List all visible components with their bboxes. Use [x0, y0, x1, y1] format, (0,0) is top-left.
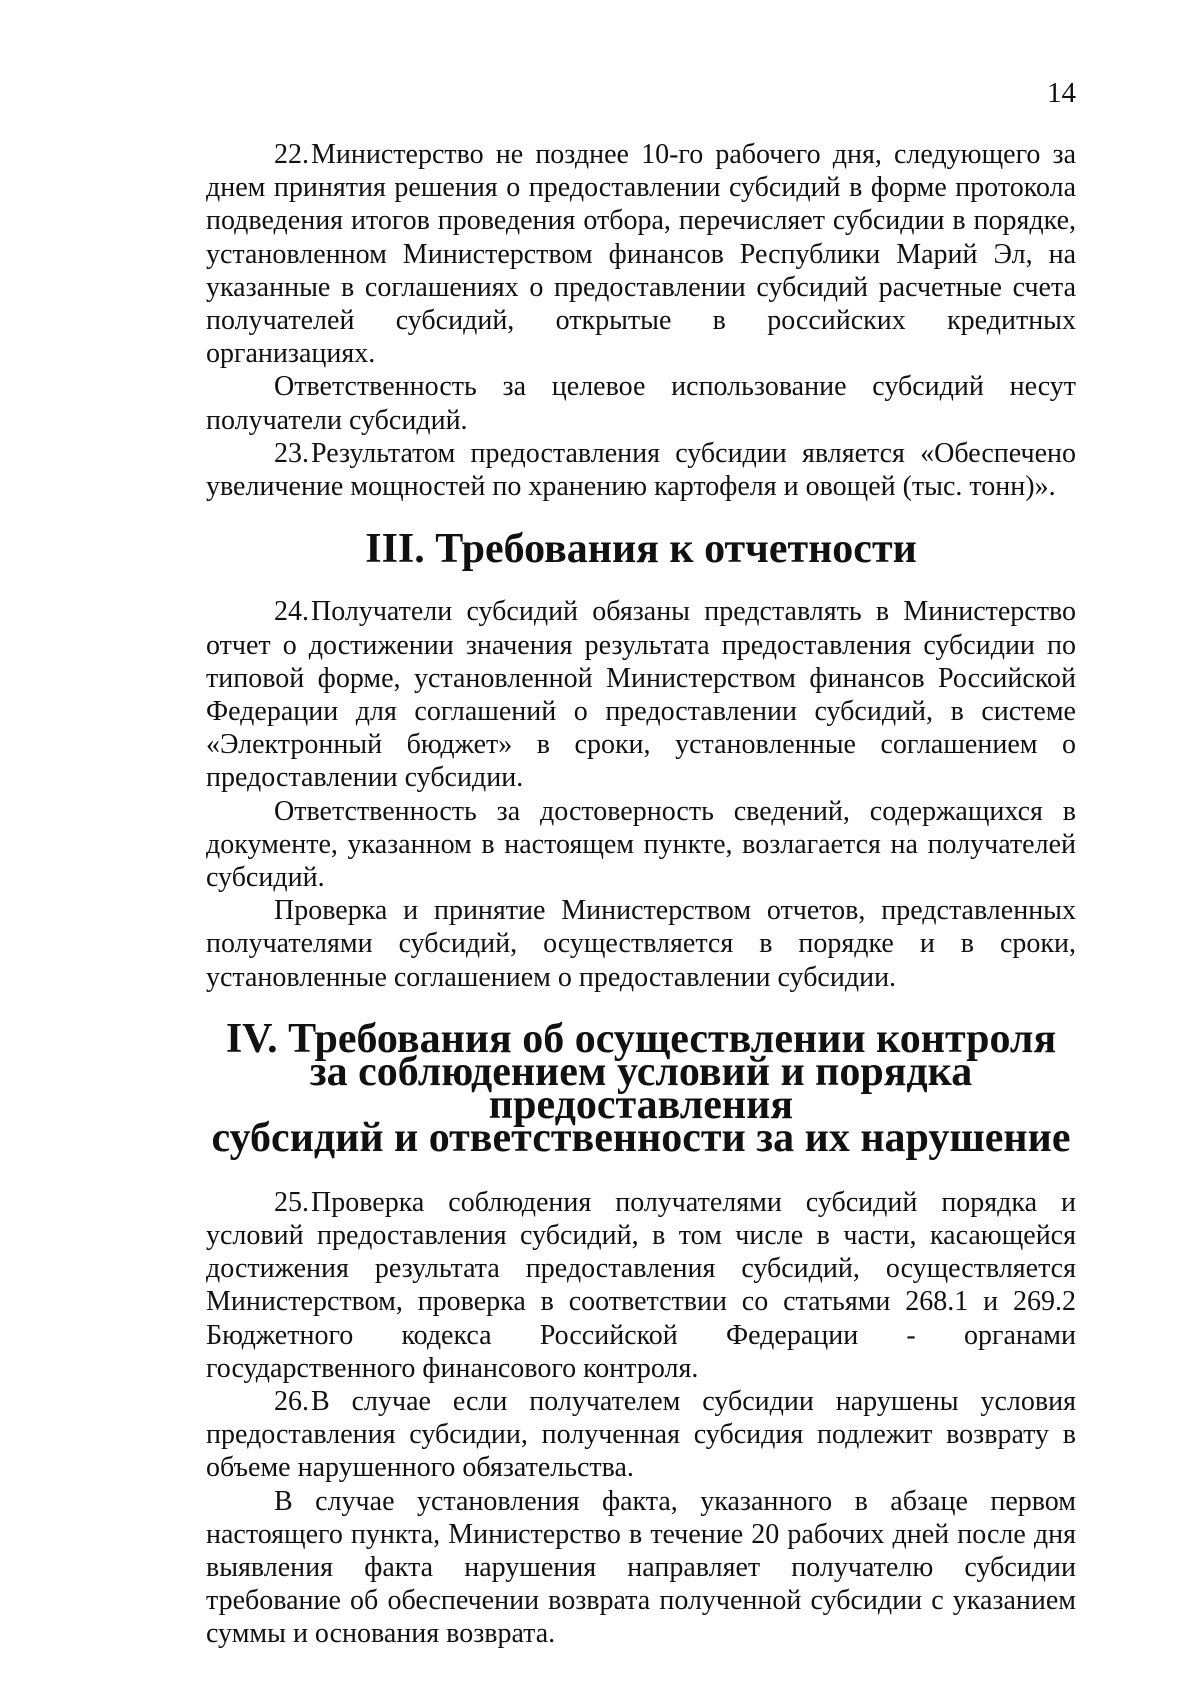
section-3-heading: III. Требования к отчетности	[365, 526, 917, 573]
paragraph-24	[206, 595, 1076, 794]
paragraph-number: 25.	[274, 1186, 309, 1218]
section-4-heading-line2: за соблюдением условий и порядка предоставления	[309, 1049, 973, 1129]
paragraph-text: Министерство не позднее 10-го рабочего дня, следующего за днем принятия решения о предоставлении субсидий в форме протокола подведения итогов проведения отбора, перечисляет субсидии в порядке, установленном Министерством финансов Республики Марий Эл, на указанные в соглашениях о предоставлении субсидий расчетные счета получателей субсидий, открытые в российских кредитных организациях.	[206, 139, 1076, 370]
paragraph-26-case: В случае установления факта, указанного в абзаце первом настоящего пункта, Министерство в течение 20 рабочих дней после дня выявления факта нарушения направляет получателю субсидии требование об обеспечении возврата полученной субсидии с указанием суммы и основания возврата.	[206, 1485, 1076, 1650]
paragraph-text: Получатели субсидий обязаны представлять в Министерство отчет о достижении значения результата предоставления субсидии по типовой форме, установленной Министерством финансов Российской Федерации для соглашений о предоставлении субсидий, в системе «Электронный бюджет» в сроки, установленные соглашением о предоставлении субсидии.	[206, 596, 1076, 794]
paragraph-26	[206, 1385, 1076, 1485]
paragraph-24-responsibility: Ответственность за достоверность сведений, содержащихся в документе, указанном в настоящем пункте, возлагается на получателей субсидий.	[206, 795, 1076, 894]
paragraph-25	[206, 1186, 1076, 1385]
paragraph-22-responsibility: Ответственность за целевое использование субсидий несут получатели субсидий.	[206, 371, 1076, 436]
section-4-heading-line1: IV. Требования об осуществлении контроля	[225, 1015, 1057, 1062]
paragraph-number: 24.	[274, 596, 309, 628]
section-4-heading	[206, 1015, 1076, 1162]
section-4-heading-line3: субсидий и ответственности за их нарушение	[211, 1115, 1071, 1162]
paragraph-text: Проверка соблюдения получателями субсидий порядка и условий предоставления субсидий, в том числе в части, касающейся достижения результата предоставления субсидий, осуществляется Министерством, проверка в соответствии со статьями 268.1 и 269.2 Бюджетного кодекса Российской Федерации - органами государственного финансового контроля.	[206, 1186, 1076, 1384]
paragraph-text: Результатом предоставления субсидии является «Обеспечено увеличение мощностей по хранению картофеля и овощей (тыс. тонн)».	[206, 437, 1076, 503]
page-number: 14	[1047, 77, 1076, 109]
paragraph-number: 23.	[274, 437, 309, 469]
paragraph-24-check: Проверка и принятие Министерством отчетов, представленных получателями субсидий, осуществляется в порядке и в сроки, установленные соглашением о предоставлении субсидии.	[206, 895, 1076, 993]
paragraph-text: В случае если получателем субсидии нарушены условия предоставления субсидии, полученная субсидия подлежит возврату в объеме нарушенного обязательства.	[206, 1385, 1076, 1484]
document-body	[206, 138, 1076, 1651]
paragraph-23	[206, 437, 1076, 503]
paragraph-number: 22.	[274, 139, 309, 170]
paragraph-22	[206, 138, 1076, 370]
paragraph-number: 26.	[274, 1385, 309, 1417]
